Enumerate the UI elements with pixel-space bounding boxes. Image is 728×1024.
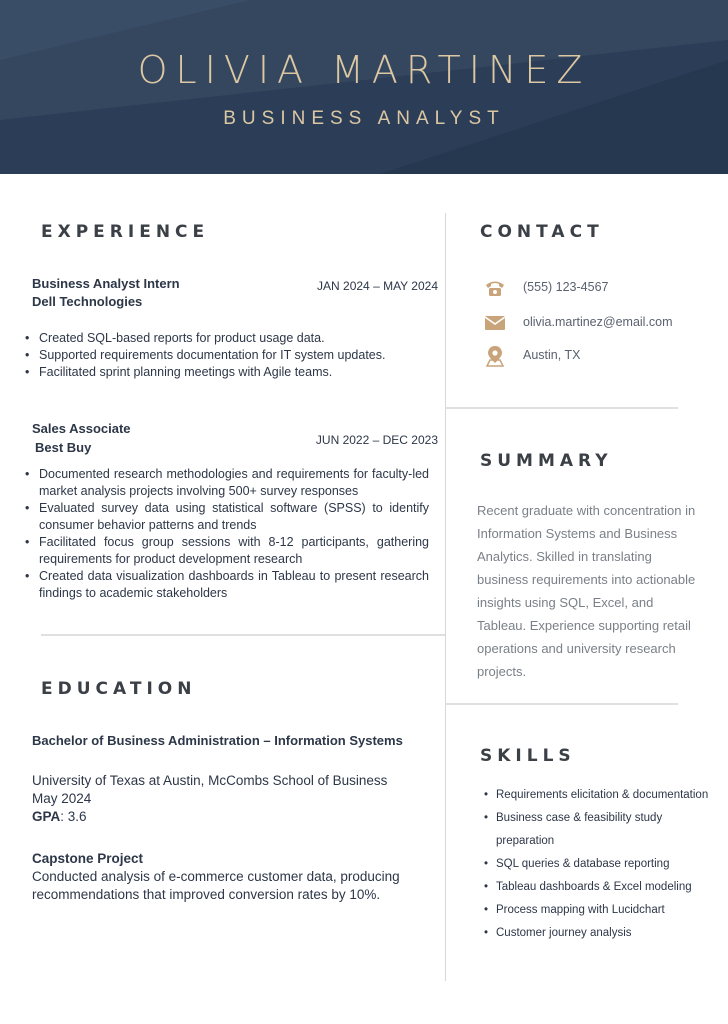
- header-banner: [0, 0, 728, 174]
- capstone-text: Conducted analysis of e-commerce customer data, producing recommendations that improved conversion rates by 10%.: [32, 869, 400, 902]
- job-title: Sales Associate: [32, 421, 131, 436]
- phone-number[interactable]: (555) 123-4567: [523, 280, 609, 294]
- location-pin-icon: [484, 346, 506, 366]
- experience-heading: EXPERIENCE: [41, 222, 210, 242]
- phone-icon: [484, 278, 506, 298]
- column-divider: [445, 213, 446, 981]
- list-item: • Evaluated survey data using statistical software (SPSS) to identify consumer behavior patterns and trends: [25, 500, 429, 534]
- list-item: • Tableau dashboards & Excel modeling: [484, 876, 708, 899]
- job-title: Business Analyst Intern: [32, 276, 180, 291]
- contact-divider: [446, 407, 678, 409]
- job-bullets: [25, 330, 437, 381]
- gpa-label: GPA: [32, 809, 61, 824]
- list-item: • Documented research methodologies and requirements for faculty-led market analysis projects involving 500+ survey responses: [25, 466, 429, 500]
- email-address[interactable]: olivia.martinez@email.com: [523, 315, 673, 329]
- list-item: • Requirements elicitation & documentation: [484, 784, 708, 807]
- job-dates: JUN 2022 – DEC 2023: [315, 433, 438, 447]
- gpa: [32, 808, 87, 826]
- contact-email: [484, 313, 673, 333]
- contact-phone: [484, 278, 609, 298]
- job-dates: JAN 2024 – MAY 2024: [317, 279, 438, 293]
- job-company: Best Buy: [35, 440, 92, 455]
- envelope-icon: [484, 313, 506, 333]
- school-name: University of Texas at Austin, McCombs School of Business: [32, 773, 388, 788]
- list-item: • SQL queries & database reporting: [484, 853, 708, 876]
- contact-heading: CONTACT: [480, 222, 604, 242]
- list-item: • Supported requirements documentation for IT system updates.: [25, 347, 437, 364]
- candidate-name: OLIVIA MARTINEZ: [137, 48, 591, 92]
- list-item: • Facilitated sprint planning meetings with Agile teams.: [25, 364, 437, 381]
- graduation-date: May 2024: [32, 791, 92, 806]
- list-item: • Business case & feasibility study preparation: [484, 807, 684, 853]
- list-item: • Created data visualization dashboards in Tableau to present research findings to academic stakeholders: [25, 568, 429, 602]
- summary-divider: [446, 703, 678, 705]
- job-bullets: [25, 466, 429, 602]
- capstone-title: Capstone Project: [32, 851, 144, 866]
- contact-location: [484, 346, 581, 366]
- summary-text: Recent graduate with concentration in Information Systems and Business Analytics. Skilled in translating business requirements into actionable insights using SQL, Excel, and Tableau. Experience supporting retail operations and university research projects.: [477, 503, 696, 679]
- skills-list: [484, 784, 708, 945]
- experience-divider: [41, 634, 445, 636]
- gpa-value: : 3.6: [60, 809, 87, 824]
- job-company: Dell Technologies: [32, 294, 143, 309]
- location: Austin, TX: [523, 348, 581, 362]
- list-item: • Created SQL-based reports for product usage data.: [25, 330, 437, 347]
- degree-title: Bachelor of Business Administration – Information Systems: [32, 733, 403, 748]
- summary-heading: SUMMARY: [480, 451, 613, 471]
- list-item: • Process mapping with Lucidchart: [484, 899, 708, 922]
- skills-heading: SKILLS: [480, 746, 576, 766]
- list-item: • Customer journey analysis: [484, 922, 708, 945]
- candidate-role: BUSINESS ANALYST: [223, 108, 505, 129]
- list-item: • Facilitated focus group sessions with 8-12 participants, gathering requirements for product development research: [25, 534, 429, 568]
- education-heading: EDUCATION: [41, 679, 197, 699]
